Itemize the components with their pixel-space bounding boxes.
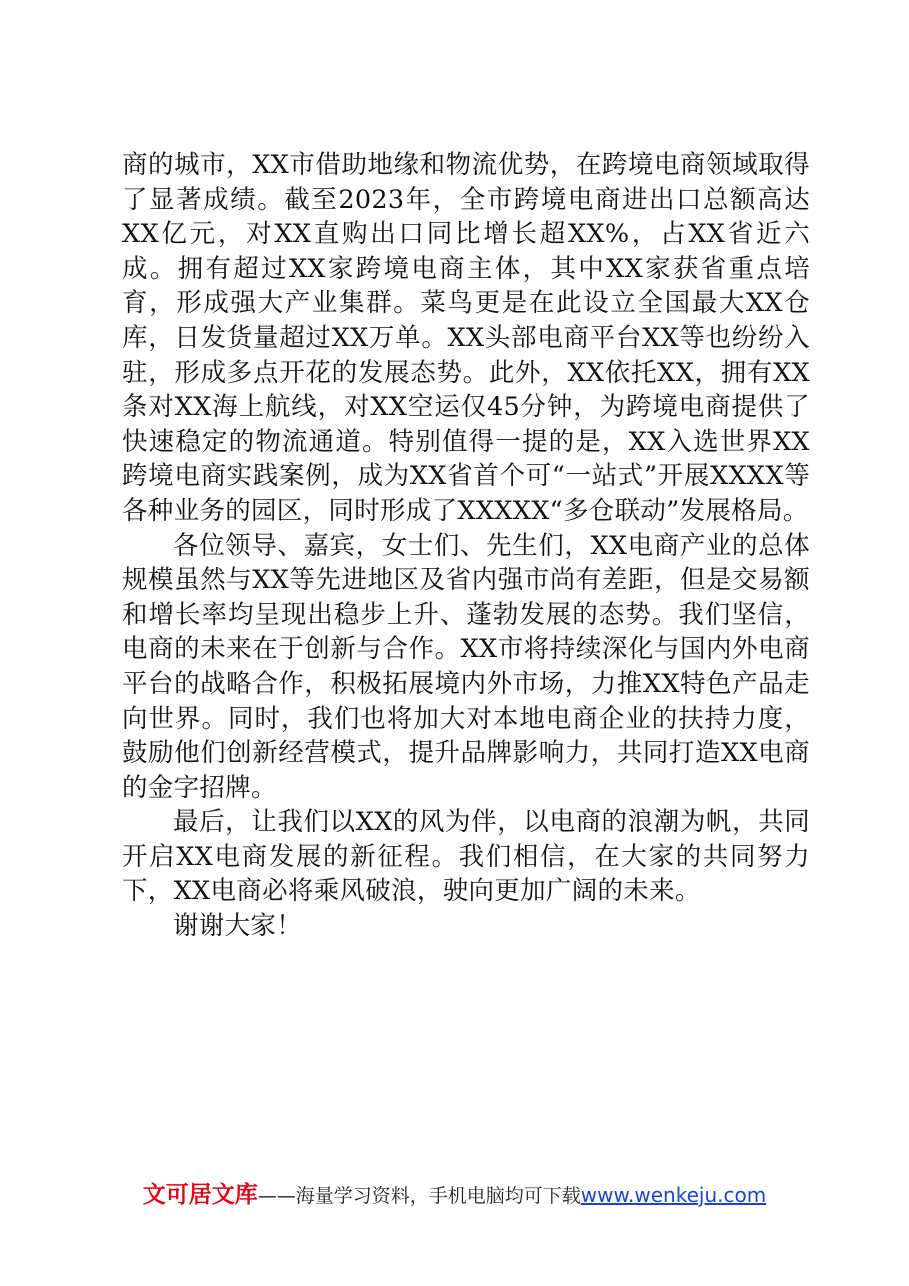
paragraph-continued: 商的城市，XX市借助地缘和物流优势，在跨境电商领域取得了显著成绩。截至2023年，全市跨境电商进出口总额高达XX亿元，对XX直购出口同比增长超XX%，占XX省近六成。拥有超过XX家跨境电商主体，其中XX家获省重点培育，形成强大产业集群。菜鸟更是在此设立全国最大XX仓库，日发货量超过XX万单。XX头部电商平台XX等也纷纷入驻，形成多点开花的发展态势。此外，XX依托XX，拥有XX条对XX海上航线，对XX空运仅45分钟，为跨境电商提供了快速稳定的物流通道。特别值得一提的是，XX入选世界XX跨境电商实践案例，成为XX省首个可“一站式”开展XXXX等各种业务的园区，同时形成了XXXXX“多仓联动”发展格局。 — [122, 150, 810, 526]
footer-tagline: ——海量学习资料，手机电脑均可下载 — [257, 1185, 581, 1207]
paragraph-address: 各位领导、嘉宾，女士们、先生们，XX电商产业的总体规模虽然与XX等先进地区及省内强市尚有差距，但是交易额和增长率均呈现出稳步上升、蓬勃发展的态势。我们坚信，电商的未来在于创新与合作。XX市将持续深化与国内外电商平台的战略合作，积极拓展境内外市场，力推XX特色产品走向世界。同时，我们也将加大对本地电商企业的扶持力度，鼓励他们创新经营模式，提升品牌影响力，共同打造XX电商的金字招牌。 — [122, 530, 810, 803]
paragraph-thanks: 谢谢大家！ — [173, 911, 303, 942]
paragraph-closing: 最后，让我们以XX的风为伴，以电商的浪潮为帆，共同开启XX电商发展的新征程。我们相信，在大家的共同努力下，XX电商必将乘风破浪，驶向更加广阔的未来。 — [122, 807, 810, 907]
footer-brand: 文可居文库 — [142, 1182, 258, 1208]
footer-website-link[interactable]: www.wenkeju.com — [580, 1183, 767, 1207]
footer-watermark — [0, 1180, 909, 1211]
document-body — [122, 148, 810, 944]
